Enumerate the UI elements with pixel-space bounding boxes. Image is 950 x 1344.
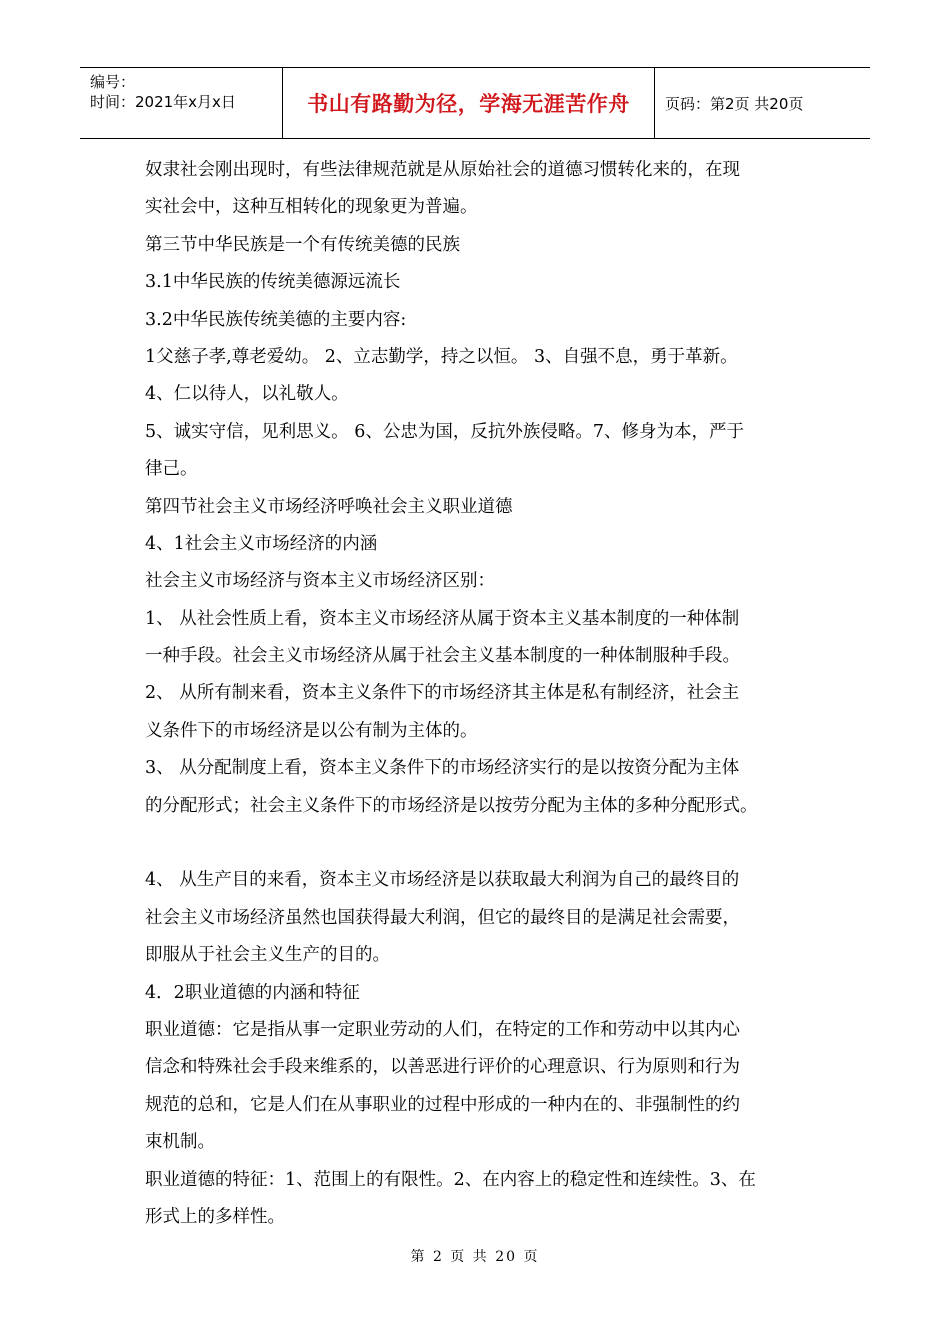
text-line: 奴隶社会刚出现时，有些法律规范就是从原始社会的道德习惯转化来的，在现 bbox=[145, 160, 740, 180]
text-line: 职业道德：它是指从事一定职业劳动的人们，在特定的工作和劳动中以其内心 bbox=[145, 1019, 740, 1040]
text-line: 3.1中华民族的传统美德源远流长 bbox=[145, 272, 401, 293]
text-line: 4、1社会主义市场经济的内涵 bbox=[145, 533, 378, 554]
text-line: 3、 从分配制度上看，资本主义条件下的市场经济实行的是以按资分配为主体 bbox=[145, 758, 740, 779]
text-line: 义条件下的市场经济是以公有制为主体的。 bbox=[145, 720, 478, 741]
text-line: 社会主义市场经济虽然也国获得最大利润，但它的最终目的是满足社会需要， bbox=[145, 907, 740, 928]
page-info: 页码：第2页 共20页 bbox=[665, 94, 804, 113]
time-label: 时间：2021年x月x日 bbox=[90, 93, 236, 111]
number-label: 编号： bbox=[90, 73, 136, 91]
text-line: 职业道德的特征：1、范围上的有限性。2、在内容上的稳定性和连续性。3、在 bbox=[145, 1169, 756, 1190]
page-footer: 第 2 页 共 20 页 bbox=[410, 1249, 540, 1265]
text-line: 第三节中华民族是一个有传统美德的民族 bbox=[145, 234, 460, 255]
text-line: 束机制。 bbox=[145, 1132, 215, 1153]
header-left-cell bbox=[80, 68, 282, 138]
header-motto-cell bbox=[282, 68, 655, 138]
text-line: 的分配形式；社会主义条件下的市场经济是以按劳分配为主体的多种分配形式。 bbox=[145, 795, 758, 816]
blank-line bbox=[145, 825, 820, 862]
text-line: 4、 从生产目的来看，资本主义市场经济是以获取最大利润为自己的最终目的 bbox=[145, 870, 740, 891]
text-line: 信念和特殊社会手段来维系的，以善恶进行评价的心理意识、行为原则和行为 bbox=[145, 1057, 740, 1078]
text-line: 第四节社会主义市场经济呼唤社会主义职业道德 bbox=[145, 496, 513, 517]
text-line: 4、仁以待人，以礼敬人。 bbox=[145, 384, 349, 405]
page-header bbox=[80, 67, 870, 139]
text-line: 社会主义市场经济与资本主义市场经济区别： bbox=[145, 571, 495, 592]
text-line: 形式上的多样性。 bbox=[145, 1206, 285, 1227]
header-page-cell bbox=[655, 68, 870, 138]
motto-text: 书山有路勤为径，学海无涯苦作舟 bbox=[307, 92, 630, 116]
text-line: 1父慈子孝,尊老爱幼。 2、立志勤学，持之以恒。 3、自强不息，勇于革新。 bbox=[145, 346, 738, 367]
text-line: 4．2职业道德的内涵和特征 bbox=[145, 982, 360, 1003]
document-body bbox=[145, 152, 820, 1236]
text-line: 1、 从社会性质上看，资本主义市场经济从属于资本主义基本制度的一种体制 bbox=[145, 608, 740, 629]
text-line: 3.2中华民族传统美德的主要内容: bbox=[145, 309, 407, 330]
text-line: 律己。 bbox=[145, 459, 198, 480]
text-line: 5、诚实守信，见利思义。 6、公忠为国，反抗外族侵略。7、修身为本，严于 bbox=[145, 421, 744, 442]
text-line: 规范的总和，它是人们在从事职业的过程中形成的一种内在的、非强制性的约 bbox=[145, 1094, 740, 1115]
text-line: 实社会中，这种互相转化的现象更为普遍。 bbox=[145, 197, 478, 218]
text-line: 即服从于社会主义生产的目的。 bbox=[145, 945, 390, 966]
text-line: 2、 从所有制来看，资本主义条件下的市场经济其主体是私有制经济，社会主 bbox=[145, 683, 740, 704]
text-line: 一种手段。社会主义市场经济从属于社会主义基本制度的一种体制服种手段。 bbox=[145, 646, 740, 667]
